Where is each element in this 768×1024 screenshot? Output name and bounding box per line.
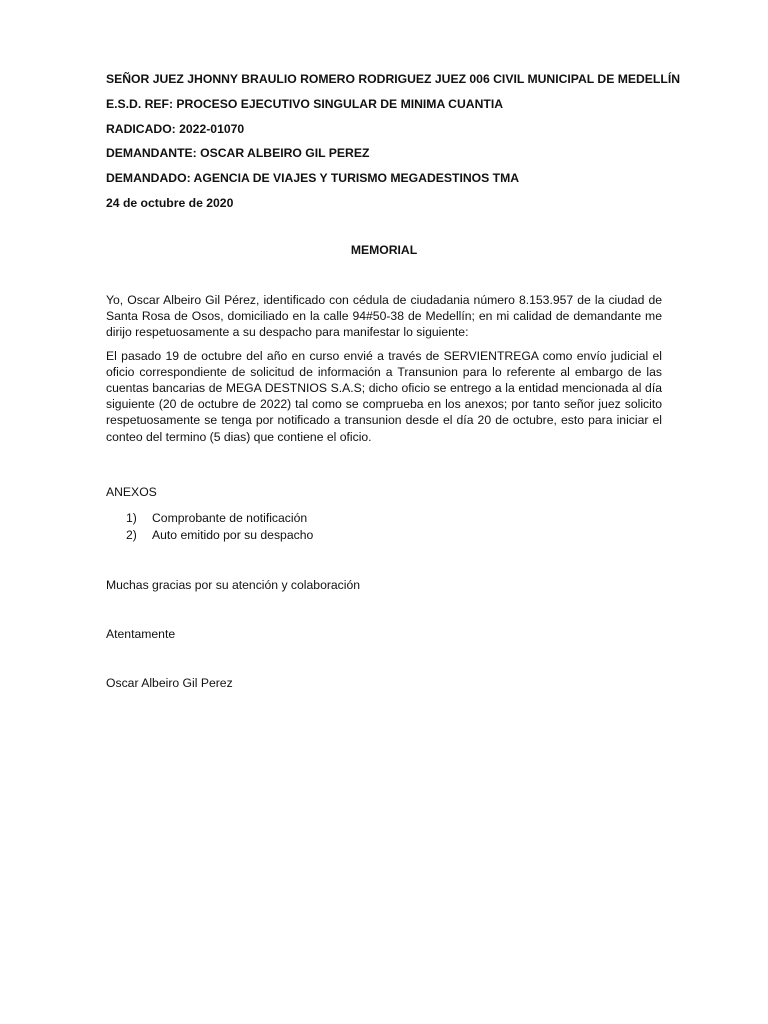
- request-paragraph: El pasado 19 de octubre del año en curso envié a través de SERVIENTREGA como envío judicial el oficio correspondiente de solicitud de información a Transunion para lo referente al embargo de las cuentas bancarias de MEGA DESTNIOS S.A.S; dicho oficio se entrego a la entidad mencionada al día siguiente (20 de octubre de 2022) tal como se comprueba en los anexos; por tanto señor juez solicito respetuosamente se tenga por notificado a transunion desde el día 20 de octubre, esto para iniciar el conteo del termino (5 dias) que contiene el oficio.: [106, 348, 662, 444]
- anexos-label: ANEXOS: [106, 484, 157, 499]
- intro-paragraph: Yo, Oscar Albeiro Gil Pérez, identificado con cédula de ciudadania número 8.153.957 de la ciudad de Santa Rosa de Osos, domiciliado en la calle 94#50-38 de Medellín; en mi calidad de demandante me dirijo respetuosamente a su despacho para manifestar lo siguiente:: [106, 292, 662, 340]
- anexos-list: [106, 510, 662, 544]
- radicado-line: RADICADO: 2022-01070: [106, 121, 245, 136]
- document-date: 24 de octubre de 2020: [106, 195, 234, 210]
- demandado-line: DEMANDADO: AGENCIA DE VIAJES Y TURISMO MEGADESTINOS TMA: [106, 171, 520, 186]
- list-item-text: Auto emitido por su despacho: [152, 527, 314, 542]
- addressee-line: SEÑOR JUEZ JHONNY BRAULIO ROMERO RODRIGUEZ JUEZ 006 CIVIL MUNICIPAL DE MEDELLÍN: [106, 72, 681, 86]
- document-title: MEMORIAL: [350, 242, 418, 257]
- signature-name: Oscar Albeiro Gil Perez: [106, 675, 233, 690]
- demandante-line: DEMANDANTE: OSCAR ALBEIRO GIL PEREZ: [106, 146, 370, 161]
- regards-line: Atentamente: [106, 626, 176, 641]
- reference-line: E.S.D. REF: PROCESO EJECUTIVO SINGULAR DE MINIMA CUANTIA: [106, 96, 504, 111]
- closing-line: Muchas gracias por su atención y colaboración: [106, 577, 361, 592]
- list-item-text: Comprobante de notificación: [152, 510, 308, 525]
- list-item: [106, 527, 662, 544]
- list-item-number: 1): [126, 510, 137, 525]
- list-item: [106, 510, 662, 527]
- list-item-number: 2): [126, 527, 137, 542]
- document-page: [106, 72, 681, 691]
